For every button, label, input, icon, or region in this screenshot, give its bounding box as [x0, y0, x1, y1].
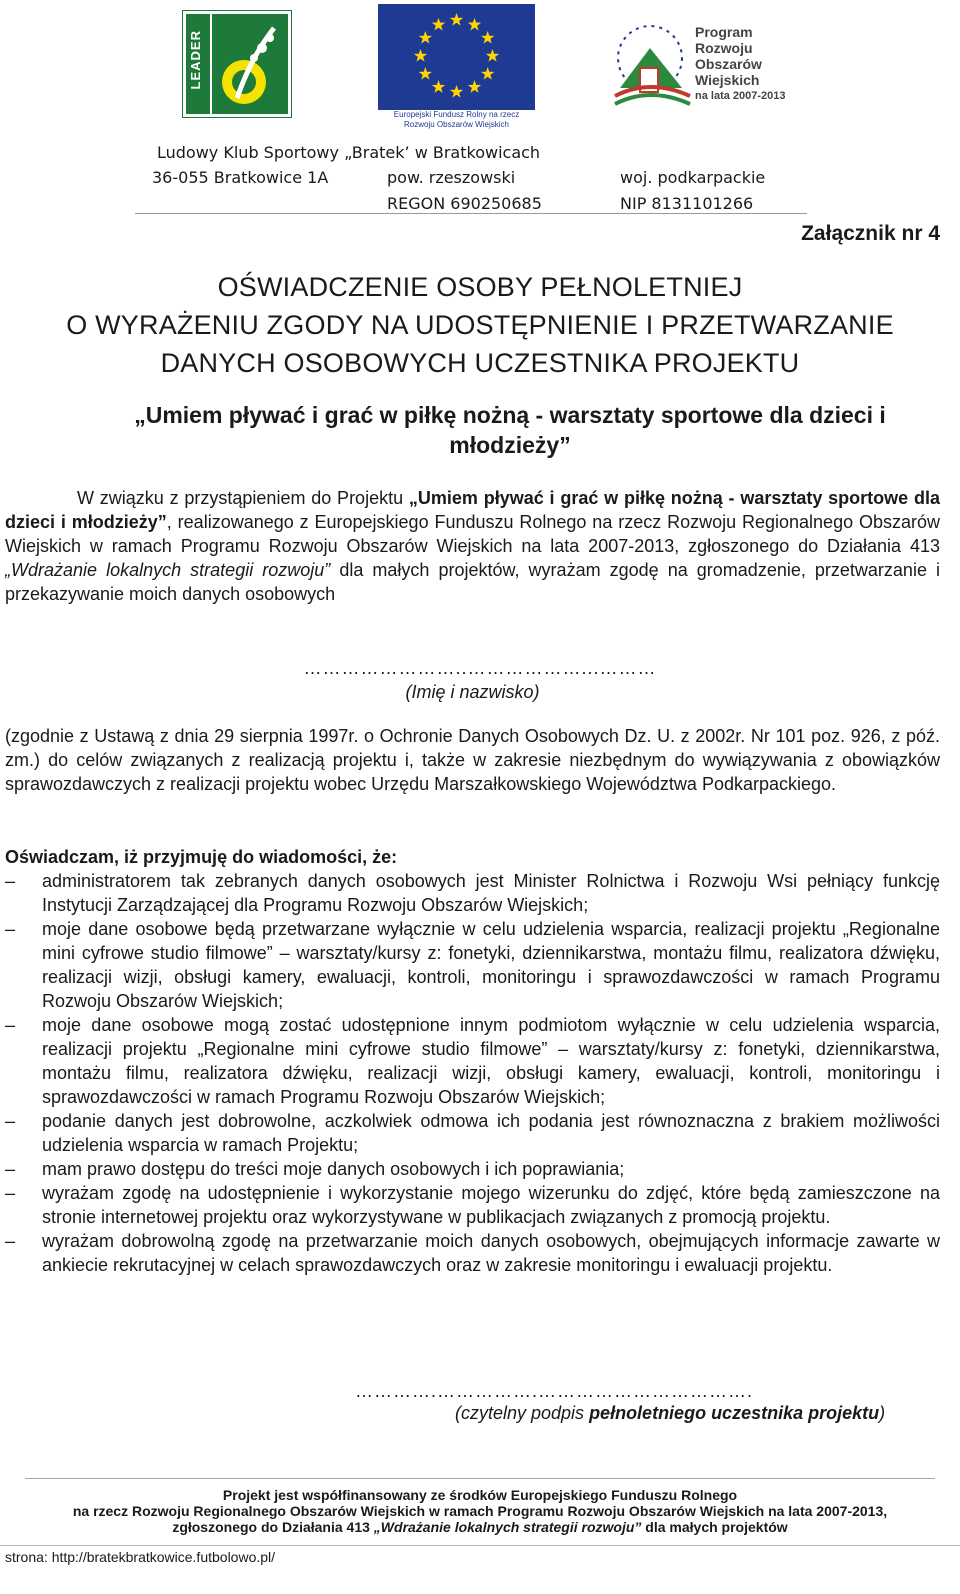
page-bottom-divider: [0, 1545, 960, 1546]
document-title-line-2: O WYRAŻENIU ZGODY NA UDOSTĘPNIENIE I PRZETWARZANIE: [66, 310, 894, 340]
project-name: „Umiem pływać i grać w piłkę nożną - warsztaty sportowe dla dzieci i młodzieży”: [134, 402, 886, 458]
org-name: Ludowy Klub Sportowy „Bratek’ w Bratkowicach: [157, 143, 541, 162]
eu-star: [432, 80, 445, 93]
prow-line-2: Rozwoju: [695, 40, 753, 56]
attachment-label: Załącznik nr 4: [801, 222, 940, 245]
list-item: – podanie danych jest dobrowolne, aczkolwiek odmowa ich podania jest równoznaczna z brakiem możliwości udzielenia wsparcia w ramach Projektu;: [5, 1109, 940, 1157]
eu-star: [468, 80, 481, 93]
eu-star: [419, 31, 432, 44]
org-nip: NIP 8131101266: [620, 194, 754, 213]
prow-logo-subtitle: na lata 2007-2013: [695, 90, 786, 102]
org-regon: REGON 690250685: [387, 194, 542, 213]
list-item: – administratorem tak zebranych danych osobowych jest Minister Rolnictwa i Rozwoju Wsi pełniący funkcję Instytucji Zarządzającej dla Programu Rozwoju Obszarów Wiejskich;: [5, 869, 940, 917]
document-title-line-1: OŚWIADCZENIE OSOBY PEŁNOLETNIEJ: [217, 272, 743, 302]
eu-star: [481, 31, 494, 44]
intro-text-2: , realizowanego z Europejskiego Funduszu Rolnego na rzecz Rozwoju Regionalnego Obszarów Wiejskich w ramach Programu Rozwoju Obszarów Wiejskich na lata 2007-2013, zgłoszonego do Działania 413: [5, 512, 940, 556]
eu-caption-line-1: Europejski Fundusz Rolny na rzecz: [393, 110, 520, 119]
list-item: – mam prawo dostępu do treści moje danych osobowych i ich poprawiania;: [5, 1157, 940, 1181]
declaration-heading: Oświadczam, iż przyjmuję do wiadomości, że:: [5, 847, 398, 867]
footer-measure-name: „Wdrażanie lokalnych strategii rozwoju”: [373, 1519, 642, 1535]
list-item: – moje dane osobowe będą przetwarzane wyłącznie w celu udzielenia wsparcia, realizacji projektu „Regionalne mini cyfrowe studio filmowe” – warsztaty/kursy z: fonetyki, dziennikarstwa, montażu filmu, realizatora dźwięku, realizacji wizji, obsługi kamery, ewaluacji, kontroli, monitoringu i sprawozdawczości w ramach Programu Rozwoju Obszarów Wiejskich;: [5, 917, 940, 1013]
eu-caption-line-2: Rozwoju Obszarów Wiejskich: [404, 120, 509, 129]
org-province: woj. podkarpackie: [620, 168, 766, 187]
eu-star: [486, 49, 499, 62]
document-title-line-3: DANYCH OSOBOWYCH UCZESTNIKA PROJEKTU: [160, 348, 800, 378]
signature-label-bold: pełnoletniego uczestnika projektu: [589, 1403, 880, 1423]
name-field-label: (Imię i nazwisko): [405, 682, 540, 702]
list-item: – wyrażam zgodę na udostępnienie i wykorzystanie mojego wizerunku do zdjęć, które będą zamieszczone na stronie internetowej projektu oraz wykorzystywane w publikacjach związanych z promocją projektu.: [5, 1181, 940, 1229]
signature-label-start: (czytelny podpis: [455, 1403, 590, 1423]
intro-paragraph: [5, 486, 940, 606]
intro-project-name: „Umiem pływać i grać w piłkę nożną - warsztaty sportowe dla dzieci i młodzieży”: [5, 488, 940, 532]
eu-star: [450, 85, 463, 98]
footer-line-3: [0, 1519, 960, 1535]
footer-line-2: na rzecz Rozwoju Regionalnego Obszarów Wiejskich w ramach Programu Rozwoju Obszarów Wiejskich na lata 2007-2013,: [72, 1503, 888, 1519]
intro-measure-name: „Wdrażanie lokalnych strategii rozwoju”: [5, 560, 331, 580]
eu-logo-caption: [378, 110, 535, 134]
declaration-list: [5, 869, 940, 1277]
prow-line-4: Wiejskich: [695, 72, 760, 88]
signature-label-end: ): [879, 1403, 886, 1423]
header-divider: [135, 213, 807, 214]
declaration-list-container: [5, 869, 940, 1277]
eu-star: [432, 18, 445, 31]
eu-star: [481, 67, 494, 80]
eu-star: [468, 18, 481, 31]
leader-logo: [182, 10, 292, 118]
list-item: – moje dane osobowe mogą zostać udostępnione innym podmiotom wyłącznie w celu udzielenia wsparcia, realizacji projektu „Regionalne mini cyfrowe studio filmowe” – warsztaty/kursy z: fonetyki, dziennikarstwa, montażu filmu, realizatora dźwięku, realizacji wizji, obsługi kamery, ewaluacji, kontroli, monitoringu i sprawozdawczości w ramach Programu Rozwoju Obszarów Wiejskich;: [5, 1013, 940, 1109]
name-field-dots: ……………………..………………...………: [303, 658, 657, 678]
eu-star: [450, 13, 463, 26]
intro-text-1: W związku z przystąpieniem do Projektu: [77, 488, 409, 508]
intro-text-3: dla małych projektów, wyrażam zgodę na gromadzenie, przetwarzanie i przekazywanie moich danych osobowych: [5, 560, 941, 604]
footer-divider: [25, 1478, 935, 1479]
org-county: pow. rzeszowski: [387, 168, 516, 187]
prow-logo: [610, 18, 800, 112]
legal-paragraph: (zgodnie z Ustawą z dnia 29 sierpnia 1997r. o Ochronie Danych Osobowych Dz. U. z 2002r. Nr 101 poz. 926, z póź. zm.) do celów związanych z realizacją projektu i, także w zakresie niezbędnym do wywiązywania z obowiązków sprawozdawczych z realizacji projektu wobec Urzędu Marszałkowskiego Województwa Podkarpackiego.: [5, 726, 940, 794]
eu-star: [419, 67, 432, 80]
list-item: – wyrażam dobrowolną zgodę na przetwarzanie moich danych osobowych, obejmujących informacje zawarte w ankiecie rekrutacyjnej w celach sprawozdawczych oraz w zakresie monitoringu i ewaluacji projektu.: [5, 1229, 940, 1277]
signature-label: [455, 1401, 945, 1425]
eu-star: [414, 49, 427, 62]
footer-line-3-end: dla małych projektów: [641, 1519, 788, 1535]
signature-dots: ………….…………….…………………………….: [355, 1381, 754, 1401]
page-url: strona: http://bratekbratkowice.futbolowo.pl/: [5, 1549, 276, 1565]
prow-line-3: Obszarów: [695, 56, 762, 72]
eu-flag-logo: [378, 4, 535, 134]
prow-line-1: Program: [695, 24, 753, 40]
prow-logo-text: [695, 24, 800, 88]
footer-line-3-start: zgłoszonego do Działania 413: [172, 1519, 374, 1535]
leader-logo-text: LEADER: [188, 30, 203, 90]
footer-line-1: Projekt jest współfinansowany ze środków Europejskiego Funduszu Rolnego: [222, 1487, 738, 1503]
org-address: 36-055 Bratkowice 1A: [152, 168, 329, 187]
